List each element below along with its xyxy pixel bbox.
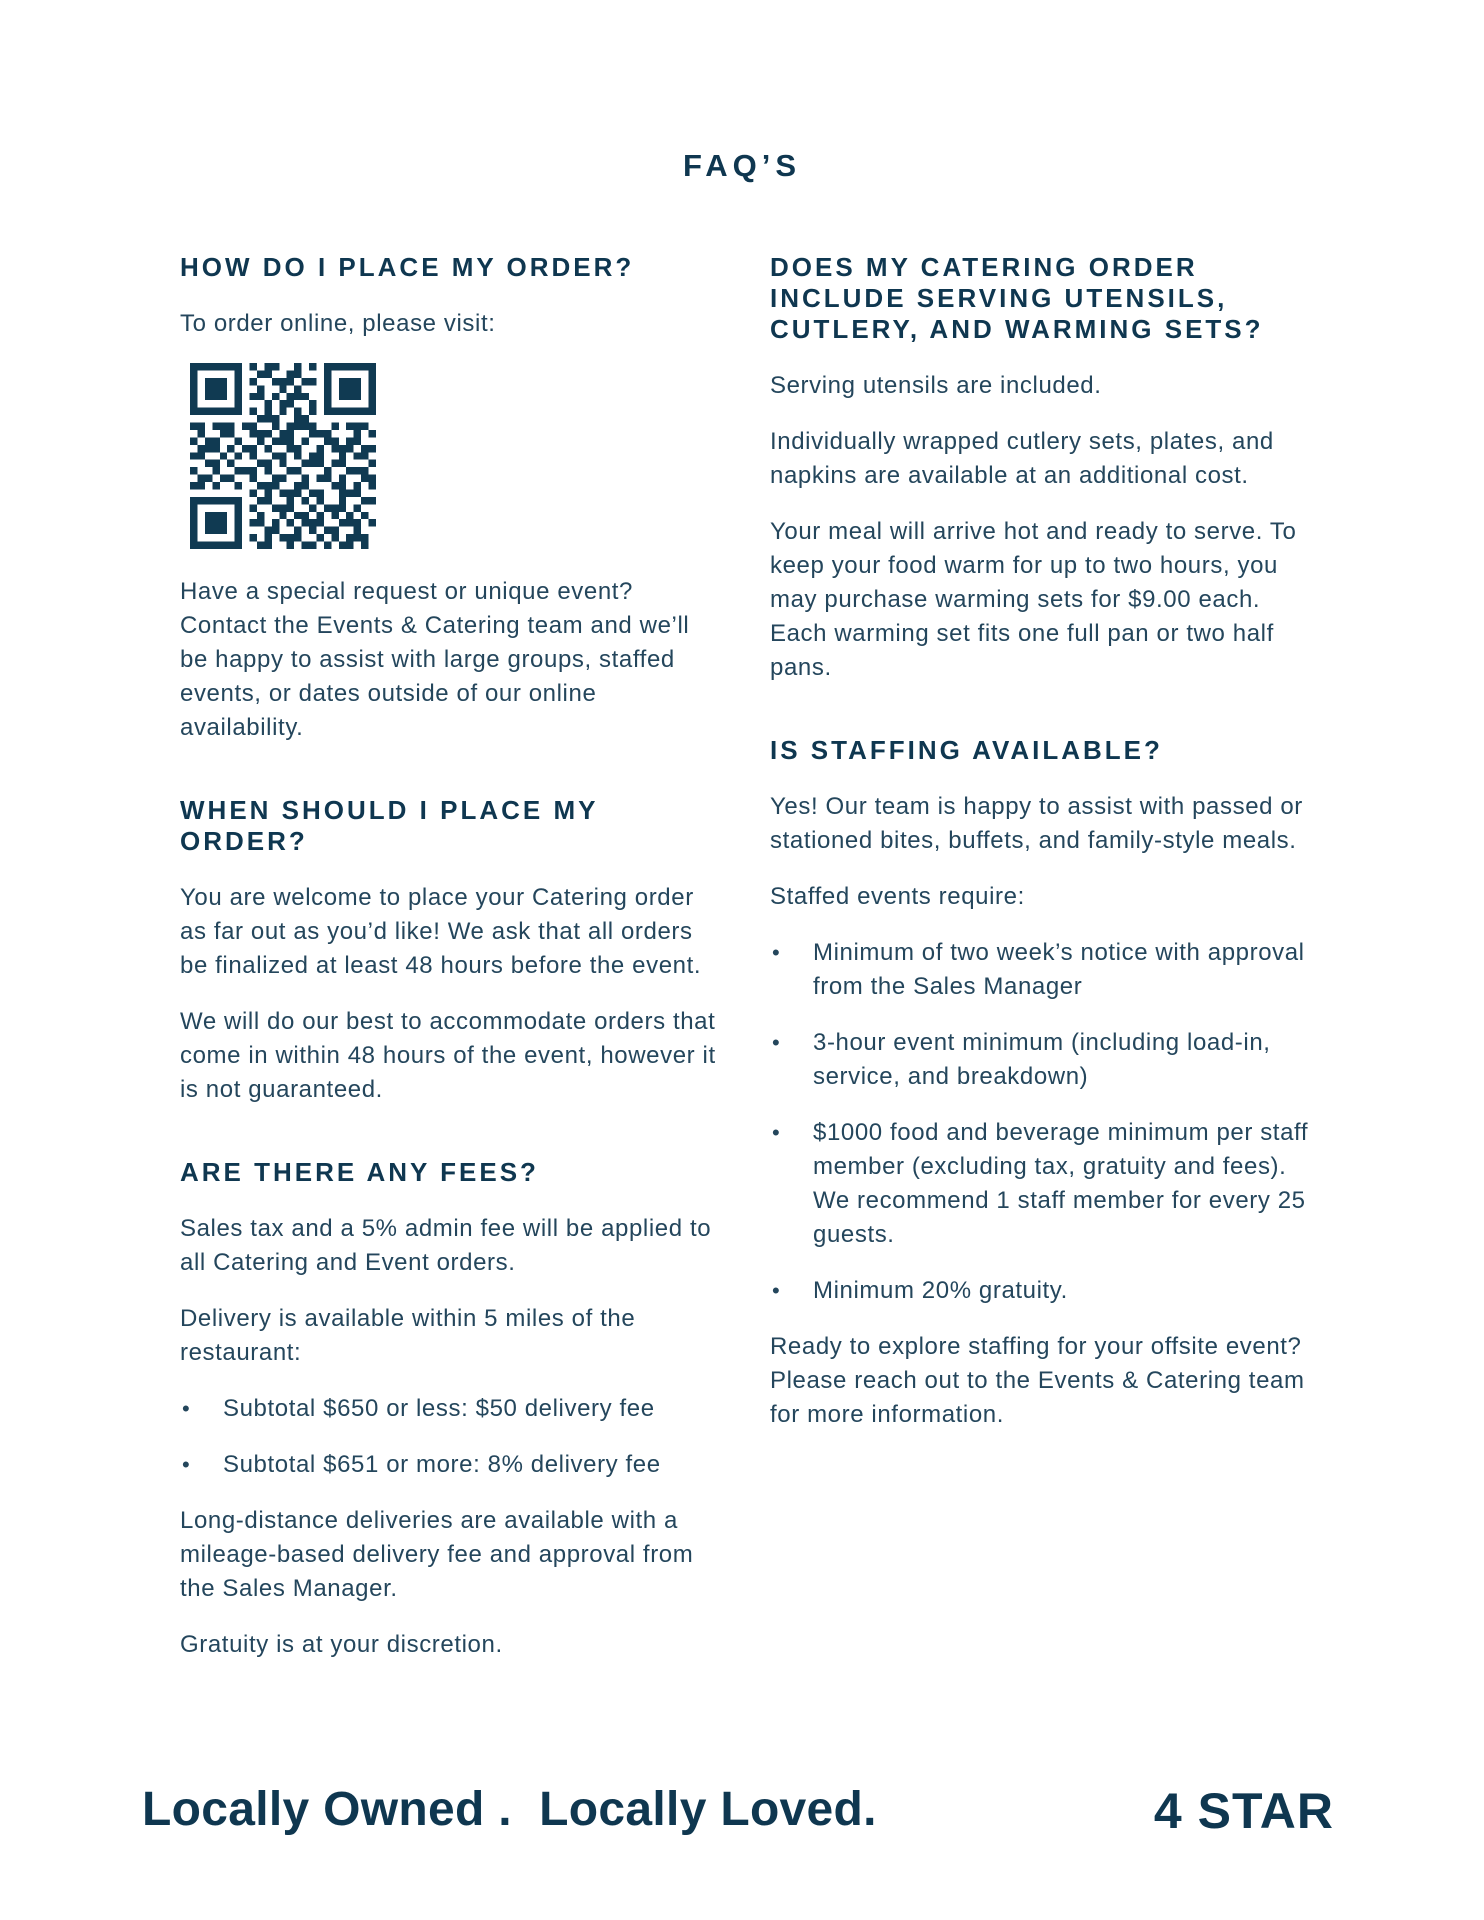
qr-code-icon[interactable] <box>190 363 376 549</box>
bullet-icon: • <box>182 1396 191 1421</box>
fees-paragraph-4: Gratuity is at your discretion. <box>180 1631 503 1658</box>
special-request-text: Have a special request or unique event? Contact the Events & Catering team and we’ll be happy to assist with large groups, staffed events, or dates outside of our online availability. <box>180 578 690 741</box>
question-utensils: DOES MY CATERING ORDER INCLUDE SERVING UTENSILS, CUTLERY, AND WARMING SETS? <box>770 252 1264 344</box>
list-item-text: Minimum 20% gratuity. <box>813 1277 1068 1304</box>
fees-paragraph-3: Long-distance deliveries are available with a mileage-based delivery fee and approval from the Sales Manager. <box>180 1507 694 1602</box>
list-item <box>770 1026 1310 1094</box>
list-item <box>180 1448 720 1482</box>
bullet-icon: • <box>772 940 781 965</box>
staffing-paragraph-3: Ready to explore staffing for your offsite event? Please reach out to the Events & Catering team for more information. <box>770 1333 1305 1428</box>
utensils-paragraph-2: Individually wrapped cutlery sets, plates, and napkins are available at an additional cost. <box>770 428 1274 489</box>
staffing-requirements-list <box>770 936 1310 1308</box>
order-section <box>180 252 720 745</box>
page-title: FAQ’S <box>682 148 801 183</box>
list-item-text: $1000 food and beverage minimum per staff member (excluding tax, gratuity and fees). We recommend 1 staff member for every 25 guests. <box>813 1119 1309 1248</box>
list-item-text: Subtotal $650 or less: $50 delivery fee <box>223 1395 655 1422</box>
question-staffing: IS STAFFING AVAILABLE? <box>770 735 1163 765</box>
list-item <box>770 1116 1310 1252</box>
bullet-icon: • <box>772 1030 781 1055</box>
footer-brand-logo: 4 STAR <box>1153 1783 1334 1839</box>
question-fees: ARE THERE ANY FEES? <box>180 1157 539 1187</box>
delivery-fee-list <box>180 1392 720 1482</box>
question-how-to-order: HOW DO I PLACE MY ORDER? <box>180 252 635 282</box>
utensils-section <box>770 252 1310 685</box>
when-paragraph-1: You are welcome to place your Catering order as far out as you’d like! We ask that all orders be finalized at least 48 hours before the event. <box>180 884 702 979</box>
fees-section <box>180 1157 720 1662</box>
staffing-section <box>770 735 1310 1432</box>
question-when-to-order: WHEN SHOULD I PLACE MY ORDER? <box>180 795 598 856</box>
fees-paragraph-1: Sales tax and a 5% admin fee will be applied to all Catering and Event orders. <box>180 1215 712 1276</box>
bullet-icon: • <box>772 1120 781 1145</box>
fees-paragraph-2: Delivery is available within 5 miles of the restaurant: <box>180 1305 636 1366</box>
staffing-paragraph-1: Yes! Our team is happy to assist with passed or stationed bites, buffets, and family-style meals. <box>770 793 1303 854</box>
utensils-paragraph-1: Serving utensils are included. <box>770 372 1102 399</box>
list-item <box>180 1392 720 1426</box>
utensils-paragraph-3: Your meal will arrive hot and ready to serve. To keep your food warm for up to two hours, you may purchase warming sets for $9.00 each. Each warming set fits one full pan or two half pans. <box>770 518 1297 681</box>
footer-tagline: Locally Owned . Locally Loved. <box>142 1783 877 1836</box>
list-item-text: 3-hour event minimum (including load-in, service, and breakdown) <box>813 1029 1271 1090</box>
staffing-paragraph-2: Staffed events require: <box>770 883 1025 910</box>
when-section <box>180 795 720 1107</box>
list-item-text: Minimum of two week’s notice with approval from the Sales Manager <box>813 939 1305 1000</box>
list-item-text: Subtotal $651 or more: 8% delivery fee <box>223 1451 661 1478</box>
right-column <box>770 252 1310 1454</box>
when-paragraph-2: We will do our best to accommodate orders that come in within 48 hours of the event, however it is not guaranteed. <box>180 1008 716 1103</box>
left-column <box>180 252 720 1684</box>
order-intro-text: To order online, please visit: <box>180 310 496 337</box>
bullet-icon: • <box>772 1278 781 1303</box>
bullet-icon: • <box>182 1452 191 1477</box>
list-item <box>770 936 1310 1004</box>
list-item <box>770 1274 1310 1308</box>
